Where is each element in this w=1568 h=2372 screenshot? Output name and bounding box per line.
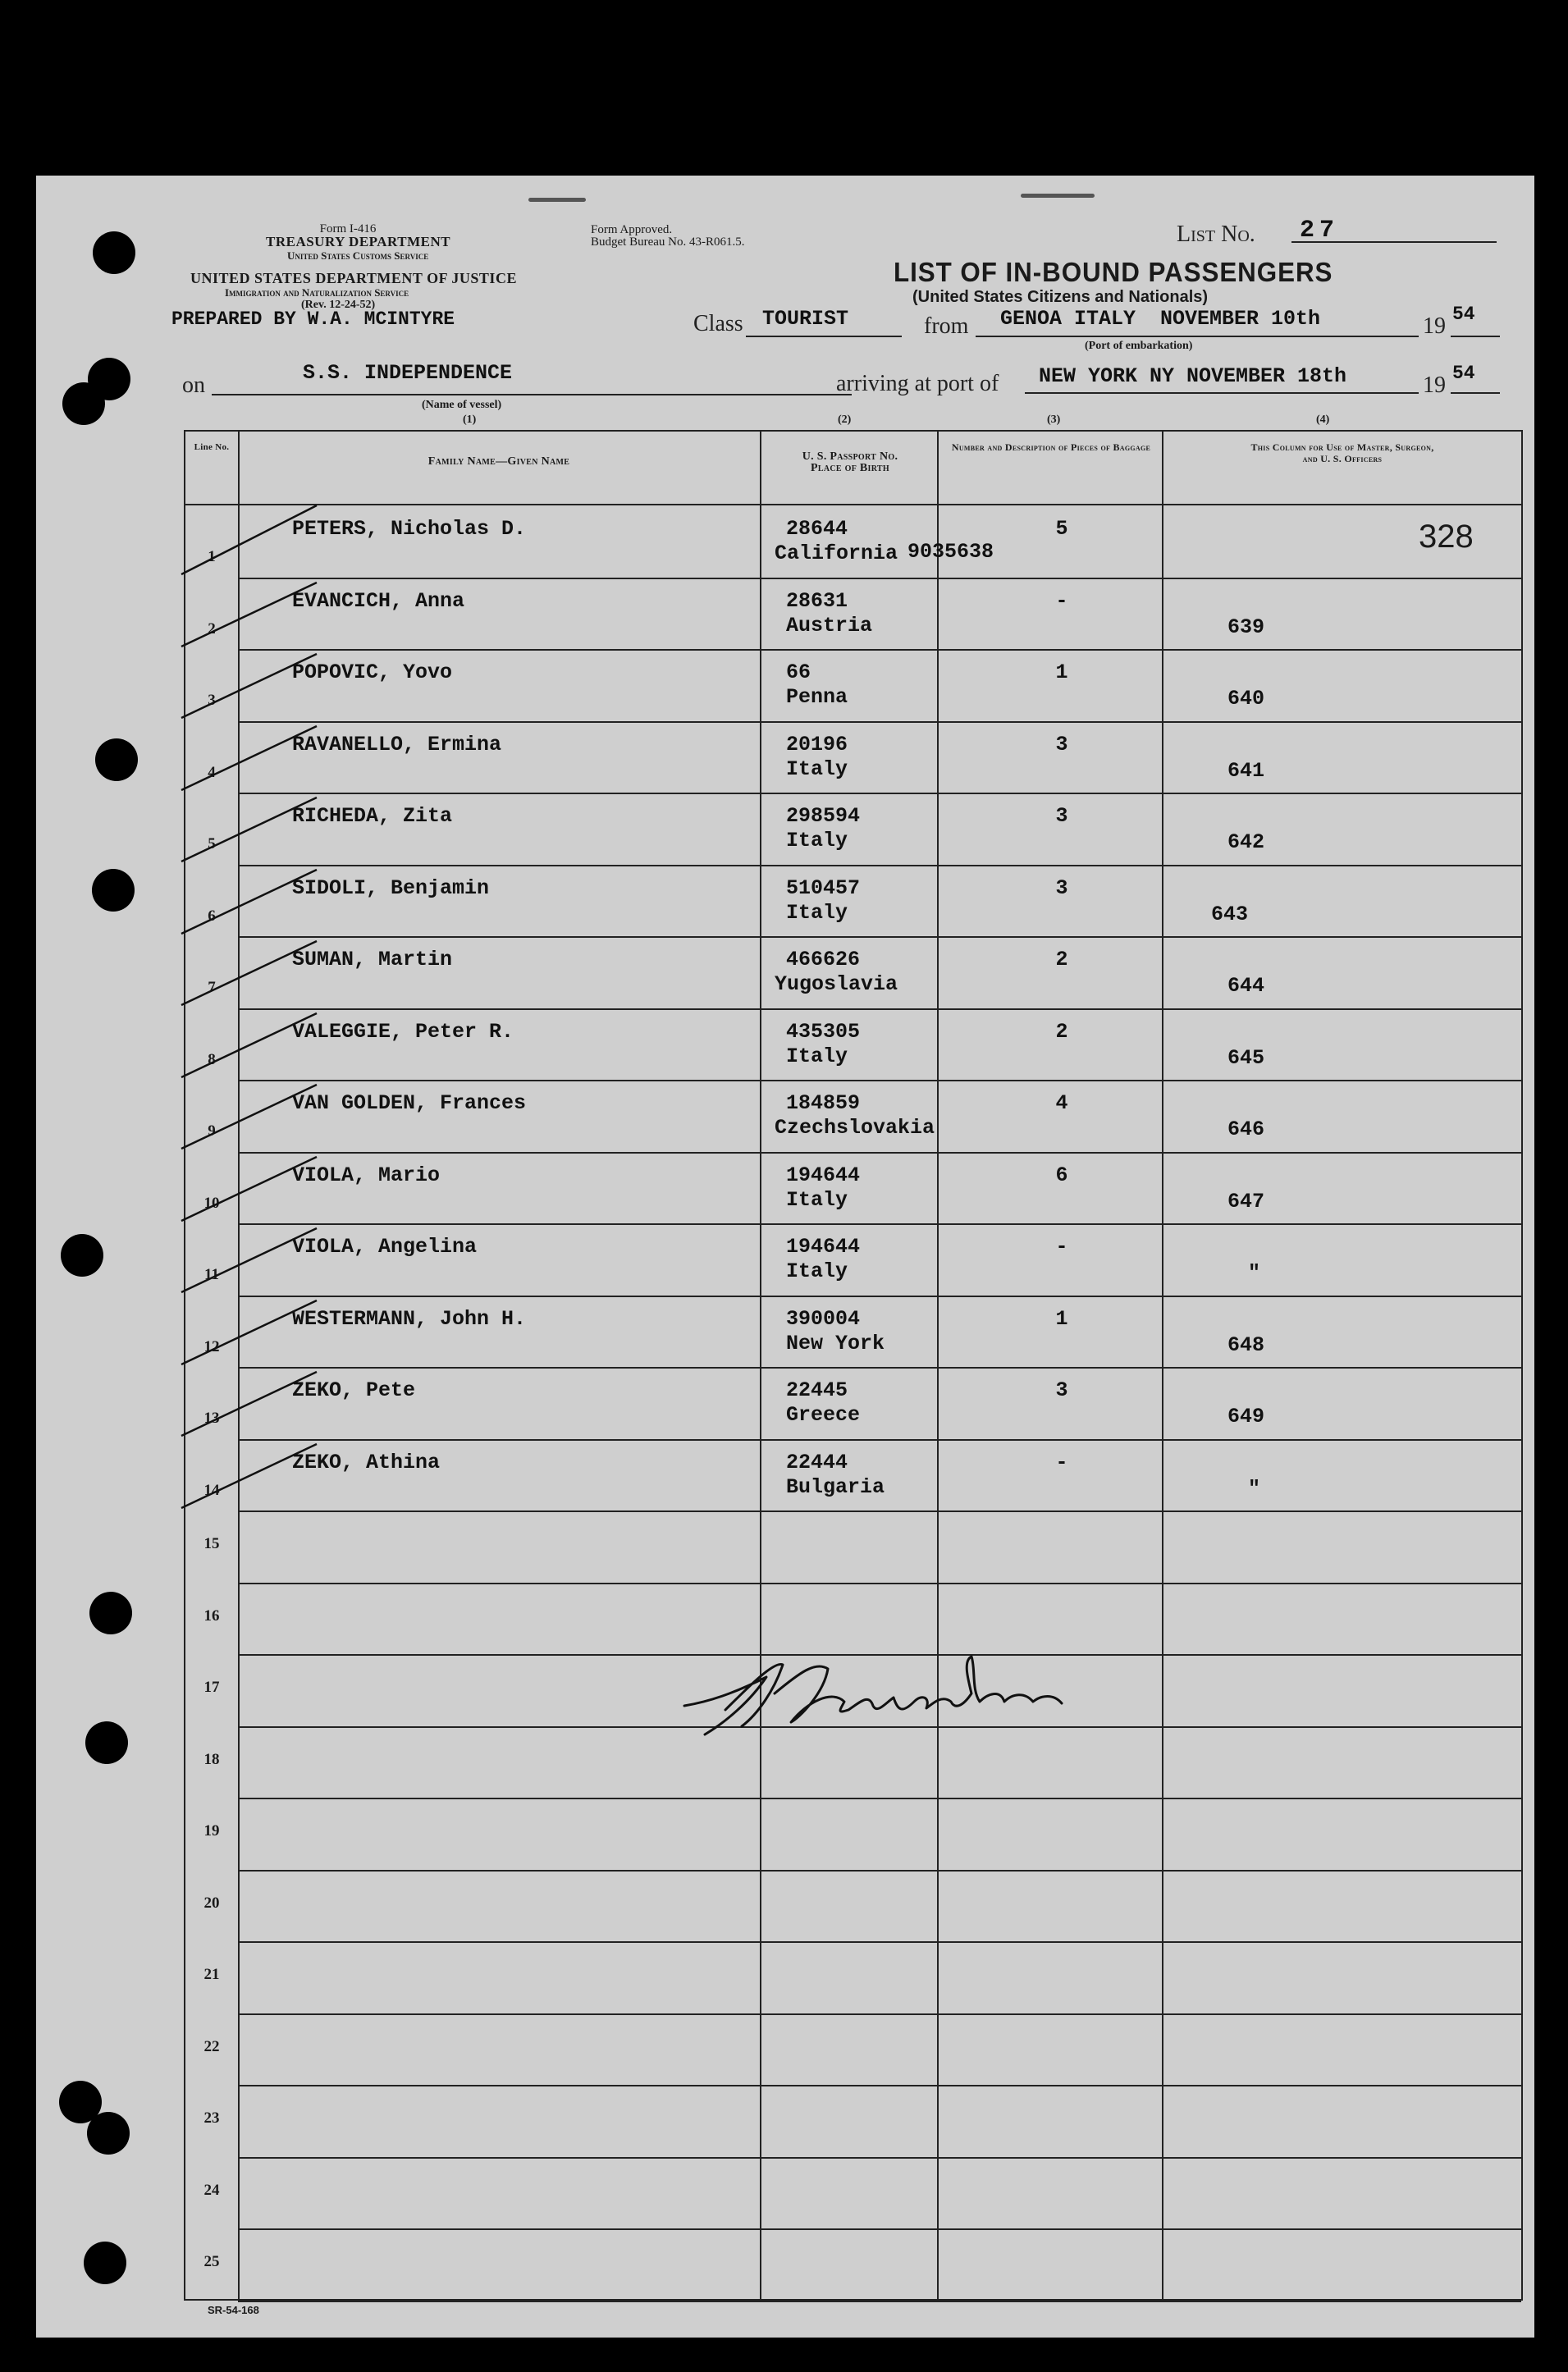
document-subtitle: (United States Citizens and Nationals) bbox=[912, 288, 1209, 306]
page-number: 328 bbox=[1419, 519, 1474, 555]
passenger-name: SIDOLI, Benjamin bbox=[292, 875, 490, 900]
table-row bbox=[185, 649, 1521, 720]
passenger-name: SUMAN, Martin bbox=[292, 948, 453, 971]
line-number: 24 bbox=[203, 2181, 220, 2199]
officer-number: 640 bbox=[1227, 687, 1265, 711]
check-mark-icon bbox=[181, 1154, 345, 1227]
officer-number: 647 bbox=[1227, 1189, 1265, 1213]
passport-number: 184859 bbox=[786, 1091, 861, 1115]
table-row bbox=[185, 2157, 1521, 2228]
place-of-birth: New York bbox=[786, 1331, 885, 1355]
baggage-count: 4 bbox=[1055, 1091, 1068, 1115]
arriving-label: arriving at port of bbox=[836, 371, 999, 396]
officer-number: 9035638 bbox=[907, 540, 994, 564]
place-of-birth: Italy bbox=[786, 1187, 848, 1212]
col-num-2: (2) bbox=[838, 414, 852, 426]
line-number: 25 bbox=[203, 2253, 220, 2270]
passenger-name: WESTERMANN, John H. bbox=[292, 1306, 527, 1331]
place-of-birth: Czechslovakia bbox=[775, 1116, 935, 1140]
col-num-1: (1) bbox=[463, 414, 477, 426]
line-number: 16 bbox=[203, 1606, 220, 1625]
passport-number: 28644 bbox=[786, 517, 848, 541]
line-number: 6 bbox=[208, 907, 216, 925]
place-of-birth: Italy bbox=[786, 756, 848, 781]
officer-number: 641 bbox=[1227, 758, 1265, 783]
col-num-4: (4) bbox=[1316, 414, 1330, 426]
vessel-caption: (Name of vessel) bbox=[422, 399, 502, 411]
line-number: 2 bbox=[208, 619, 216, 638]
form-approved: Form Approved. bbox=[591, 223, 673, 236]
treasury-department: TREASURY DEPARTMENT bbox=[266, 234, 451, 249]
prepared-by: PREPARED BY W.A. MCINTYRE bbox=[171, 308, 455, 330]
passenger-name: VIOLA, Mario bbox=[292, 1163, 441, 1187]
check-mark-icon bbox=[181, 579, 345, 653]
check-mark-icon bbox=[181, 1225, 345, 1299]
baggage-count: 1 bbox=[1055, 1306, 1068, 1331]
table-row bbox=[185, 865, 1521, 936]
place-of-birth: Italy bbox=[786, 1259, 848, 1283]
passenger-name: POPOVIC, Yovo bbox=[292, 660, 453, 684]
line-number: 11 bbox=[204, 1266, 219, 1283]
line-number: 17 bbox=[203, 1679, 220, 1696]
binder-hole bbox=[61, 1234, 103, 1277]
baggage-count: 5 bbox=[1055, 517, 1068, 541]
form-footer-code: SR-54-168 bbox=[208, 2304, 259, 2316]
line-number: 12 bbox=[203, 1337, 220, 1355]
table-row bbox=[185, 2228, 1521, 2300]
check-mark-icon bbox=[181, 1010, 345, 1084]
budget-bureau: Budget Bureau No. 43-R061.5. bbox=[591, 235, 745, 249]
year-from: 54 bbox=[1452, 304, 1475, 325]
smudge bbox=[1021, 194, 1095, 198]
list-no-label: List No. bbox=[1177, 222, 1255, 247]
passport-number: 22445 bbox=[786, 1378, 848, 1402]
passport-number: 22444 bbox=[786, 1450, 848, 1474]
line-number: 7 bbox=[208, 979, 216, 996]
passenger-name: VALEGGIE, Peter R. bbox=[292, 1019, 514, 1044]
officer-number: 639 bbox=[1227, 615, 1265, 639]
officer-number: 648 bbox=[1227, 1332, 1265, 1357]
officer-number: 644 bbox=[1227, 974, 1265, 998]
form-number: Form I-416 bbox=[319, 222, 377, 235]
passport-number: 194644 bbox=[786, 1163, 861, 1187]
table-row bbox=[185, 1798, 1521, 1869]
baggage-count: - bbox=[1055, 1235, 1068, 1259]
year-prefix-from: 19 bbox=[1423, 313, 1446, 339]
place-of-birth: Austria bbox=[786, 613, 873, 638]
passenger-table bbox=[184, 430, 1523, 2301]
line-number: 4 bbox=[208, 763, 216, 781]
table-row bbox=[185, 2085, 1521, 2156]
header-passport: U. S. Passport No. Place of Birth bbox=[802, 450, 898, 474]
passenger-name: VAN GOLDEN, Frances bbox=[292, 1091, 527, 1115]
header-officers: This Column for Use of Master, Surgeon, and U. S. Officers bbox=[1250, 441, 1434, 464]
officer-number: " bbox=[1248, 1476, 1261, 1501]
table-row bbox=[185, 1941, 1521, 2013]
year-arrive: 54 bbox=[1452, 363, 1475, 384]
check-mark-icon bbox=[181, 1441, 345, 1515]
passenger-name: EVANCICH, Anna bbox=[292, 588, 465, 613]
line-number: 9 bbox=[208, 1122, 216, 1140]
year-prefix-arrive: 19 bbox=[1423, 372, 1446, 398]
passport-number: 20196 bbox=[786, 732, 848, 756]
table-row bbox=[185, 1583, 1521, 1654]
revision-date: (Rev. 12-24-52) bbox=[301, 299, 376, 311]
table-row bbox=[185, 1296, 1521, 1367]
check-mark-icon bbox=[181, 938, 345, 1012]
check-mark-icon bbox=[181, 1369, 345, 1442]
check-mark-icon bbox=[181, 1081, 345, 1155]
baggage-count: 2 bbox=[1055, 1019, 1068, 1044]
class-value: TOURIST bbox=[762, 307, 849, 331]
place-of-birth: Italy bbox=[786, 829, 848, 852]
table-row bbox=[185, 1080, 1521, 1151]
baggage-count: 6 bbox=[1055, 1163, 1068, 1187]
table-row bbox=[185, 1870, 1521, 1941]
department-of-justice: UNITED STATES DEPARTMENT OF JUSTICE bbox=[190, 270, 517, 286]
binder-hole bbox=[95, 738, 138, 781]
passenger-name: ZEKO, Athina bbox=[292, 1450, 441, 1474]
check-mark-icon bbox=[181, 1297, 345, 1371]
place-of-birth: Greece bbox=[786, 1403, 861, 1427]
from-label: from bbox=[924, 313, 969, 339]
list-number: 27 bbox=[1300, 217, 1340, 245]
line-number: 5 bbox=[208, 835, 216, 852]
table-row bbox=[185, 936, 1521, 1008]
table-row bbox=[185, 1152, 1521, 1223]
table-row bbox=[185, 1510, 1521, 1582]
table-row bbox=[185, 2013, 1521, 2085]
line-number: 20 bbox=[203, 1894, 220, 1912]
line-number: 10 bbox=[203, 1194, 220, 1212]
officer-number: 645 bbox=[1227, 1045, 1265, 1070]
passport-number: 390004 bbox=[786, 1306, 861, 1331]
binder-hole bbox=[84, 2242, 126, 2284]
passenger-name: RAVANELLO, Ermina bbox=[292, 732, 502, 756]
baggage-count: 3 bbox=[1055, 1378, 1068, 1402]
place-of-birth: Penna bbox=[786, 685, 848, 709]
table-row bbox=[185, 793, 1521, 864]
header-baggage: Number and Description of Pieces of Baggage bbox=[951, 441, 1151, 453]
passenger-name: PETERS, Nicholas D. bbox=[292, 517, 527, 541]
from-value: GENOA ITALY NOVEMBER 10th bbox=[1000, 307, 1321, 331]
place-of-birth: California bbox=[775, 542, 898, 565]
line-number: 3 bbox=[208, 692, 216, 709]
line-number: 19 bbox=[203, 1822, 220, 1840]
arrival-value: NEW YORK NY NOVEMBER 18th bbox=[1039, 364, 1347, 388]
check-mark-icon bbox=[181, 651, 345, 724]
col-num-3: (3) bbox=[1047, 414, 1061, 426]
baggage-count: 2 bbox=[1055, 948, 1068, 971]
line-number: 15 bbox=[203, 1535, 220, 1552]
class-label: Class bbox=[693, 311, 743, 336]
officer-number: 649 bbox=[1227, 1405, 1265, 1428]
passport-number: 510457 bbox=[786, 875, 861, 900]
check-mark-icon bbox=[181, 866, 345, 940]
binder-hole bbox=[89, 1592, 132, 1634]
line-number: 18 bbox=[203, 1750, 220, 1768]
ins-line: Immigration and Naturalization Service bbox=[225, 286, 409, 299]
officer-number: 646 bbox=[1227, 1117, 1265, 1141]
table-row bbox=[185, 1008, 1521, 1080]
passenger-name: ZEKO, Pete bbox=[292, 1378, 416, 1402]
line-number: 14 bbox=[203, 1481, 220, 1499]
place-of-birth: Bulgaria bbox=[786, 1474, 885, 1499]
line-number: 23 bbox=[203, 2109, 220, 2127]
check-mark-icon bbox=[181, 507, 345, 581]
check-mark-icon bbox=[181, 794, 345, 868]
on-label: on bbox=[182, 372, 205, 398]
baggage-count: - bbox=[1055, 588, 1068, 613]
passport-number: 66 bbox=[786, 660, 811, 684]
header-family-name: Family Name—Given Name bbox=[427, 455, 570, 468]
line-number: 1 bbox=[208, 548, 216, 565]
signature-image bbox=[676, 1644, 1070, 1751]
line-number: 13 bbox=[203, 1410, 220, 1427]
check-mark-icon bbox=[181, 723, 345, 797]
passport-number: 435305 bbox=[786, 1019, 861, 1044]
table-row bbox=[185, 721, 1521, 793]
place-of-birth: Italy bbox=[786, 900, 848, 925]
passenger-name: RICHEDA, Zita bbox=[292, 804, 453, 828]
customs-service: United States Customs Service bbox=[287, 249, 429, 262]
baggage-count: 3 bbox=[1055, 804, 1068, 828]
passenger-name: VIOLA, Angelina bbox=[292, 1235, 478, 1259]
binder-hole bbox=[87, 2112, 130, 2155]
place-of-birth: Yugoslavia bbox=[775, 972, 898, 996]
table-row bbox=[185, 1439, 1521, 1510]
vessel-name: S.S. INDEPENDENCE bbox=[303, 361, 513, 385]
passport-number: 194644 bbox=[786, 1235, 861, 1259]
table-row bbox=[185, 1223, 1521, 1295]
passport-number: 298594 bbox=[786, 804, 861, 828]
baggage-count: - bbox=[1055, 1450, 1068, 1474]
officer-number: 643 bbox=[1211, 902, 1249, 926]
passport-number: 466626 bbox=[786, 948, 861, 971]
header-line-no: Line No. bbox=[194, 442, 230, 452]
document-page bbox=[36, 176, 1534, 2338]
binder-hole bbox=[62, 382, 105, 425]
place-of-birth: Italy bbox=[786, 1044, 848, 1068]
table-row bbox=[185, 505, 1521, 577]
passport-number: 28631 bbox=[786, 588, 848, 613]
binder-hole bbox=[85, 1721, 128, 1764]
table-row bbox=[185, 1367, 1521, 1438]
smudge bbox=[528, 198, 586, 202]
line-number: 21 bbox=[203, 1966, 220, 1983]
baggage-count: 3 bbox=[1055, 732, 1068, 756]
binder-hole bbox=[92, 869, 135, 912]
table-row bbox=[185, 578, 1521, 649]
document-title: LIST OF IN-BOUND PASSENGERS bbox=[894, 257, 1333, 287]
officer-number: 642 bbox=[1227, 830, 1265, 854]
line-number: 8 bbox=[208, 1050, 216, 1068]
baggage-count: 1 bbox=[1055, 660, 1068, 684]
port-embarkation-caption: (Port of embarkation) bbox=[1085, 340, 1193, 352]
officer-number: " bbox=[1248, 1261, 1261, 1285]
line-number: 22 bbox=[203, 2037, 220, 2055]
binder-hole bbox=[93, 231, 135, 274]
baggage-count: 3 bbox=[1055, 875, 1068, 900]
